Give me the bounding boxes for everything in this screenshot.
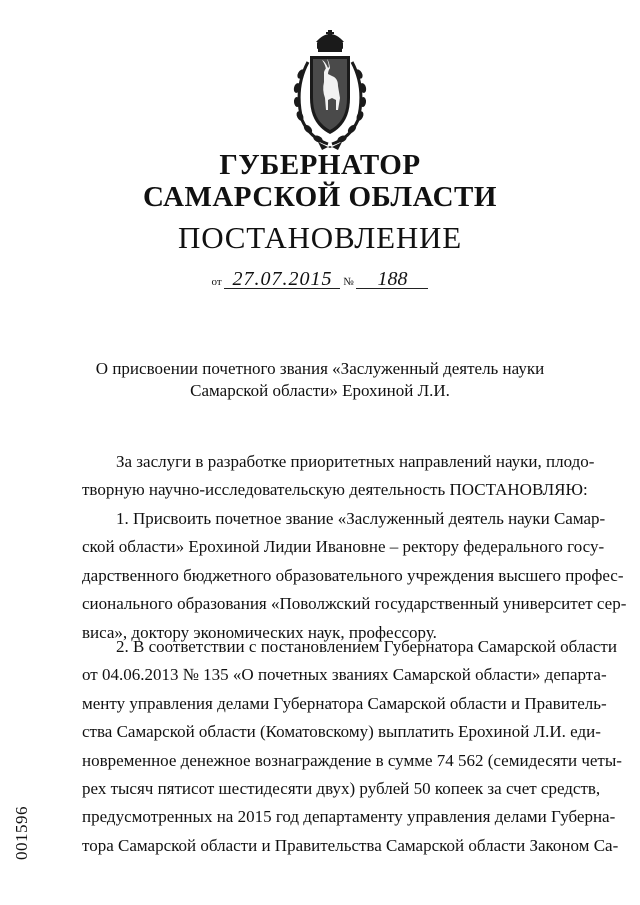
date-prefix: от bbox=[211, 276, 222, 288]
text-line: ской области» Ерохиной Лидии Ивановне – ректору федерального госу- bbox=[82, 537, 605, 557]
text-line: ства Самарской области (Коматовскому) выплатить Ерохиной Л.И. еди- bbox=[82, 722, 601, 742]
text-line: виса», доктору экономических наук, профессору. bbox=[82, 622, 437, 642]
number-value: 188 bbox=[356, 270, 428, 289]
text-line: новременное денежное вознаграждение в сумме 74 562 (семидесяти четы- bbox=[82, 750, 622, 770]
text-line: творную научно-исследовательскую деятельность ПОСТАНОВЛЯЮ: bbox=[82, 480, 588, 500]
text-line: тора Самарской области и Правительства Самарской области Законом Са- bbox=[82, 835, 619, 855]
document-type-heading: ПОСТАНОВЛЕНИЕ bbox=[178, 220, 462, 255]
text-line: 2. В соответствии с постановлением Губернатора Самарской области bbox=[116, 637, 617, 656]
number-prefix: № bbox=[343, 276, 354, 288]
date-value: 27.07.2015 bbox=[224, 270, 340, 289]
item-2-paragraph bbox=[82, 633, 622, 860]
region-title: САМАРСКОЙ ОБЛАСТИ bbox=[143, 181, 497, 213]
text-line: от 04.06.2013 № 135 «О почетных званиях Самарской области» департа- bbox=[82, 665, 607, 685]
text-line: менту управления делами Губернатора Самарской области и Правитель- bbox=[82, 693, 607, 713]
subject-line: О присвоении почетного звания «Заслуженный деятель науки bbox=[95, 359, 545, 378]
text-line: рех тысяч пятисот шестидесяти двух) рублей 50 копеек за счет средств, bbox=[82, 778, 601, 798]
date-number-line bbox=[0, 270, 640, 293]
text-line: предусмотренных на 2015 год департаменту управления делами Губерна- bbox=[82, 807, 616, 827]
text-line: За заслуги в разработке приоритетных направлений науки, плодо- bbox=[116, 452, 595, 471]
margin-serial-number: 001596 bbox=[12, 806, 31, 860]
text-line: сионального образования «Поволжский государственный университет сер- bbox=[82, 594, 627, 614]
preamble-paragraph bbox=[82, 448, 595, 505]
governor-title: ГУБЕРНАТОР bbox=[219, 149, 421, 181]
samara-coat-of-arms-icon bbox=[288, 28, 372, 152]
document-subject bbox=[70, 358, 570, 402]
text-line: дарственного бюджетного образовательного учреждения высшего профес- bbox=[82, 565, 624, 585]
text-line: 1. Присвоить почетное звание «Заслуженный деятель науки Самар- bbox=[116, 509, 606, 528]
subject-line: Самарской области» Ерохиной Л.И. bbox=[190, 381, 450, 400]
